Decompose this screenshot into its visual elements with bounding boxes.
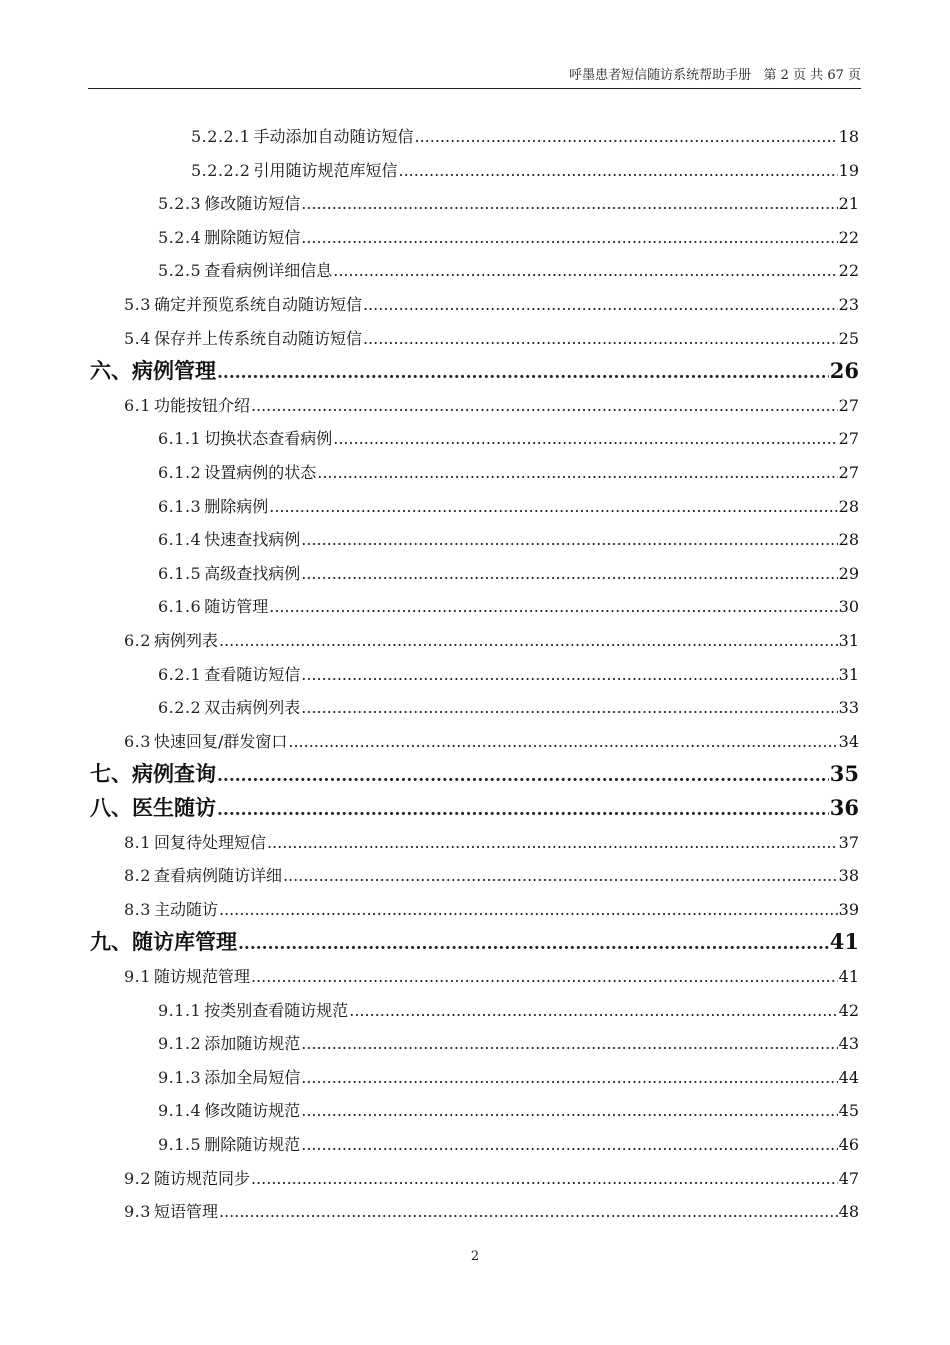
toc-entry[interactable] xyxy=(158,460,859,482)
toc-entry[interactable] xyxy=(158,191,859,213)
toc-dot-leader xyxy=(415,127,838,146)
toc-entry-page: 38 xyxy=(838,866,859,886)
toc-entry-title: 手动添加自动随访短信 xyxy=(253,127,414,146)
toc-dot-leader xyxy=(363,329,838,348)
toc-entry-title: 添加全局短信 xyxy=(204,1067,301,1087)
toc-entry-number: 5.2.4 xyxy=(158,227,202,247)
toc-entry-number: 8.1 xyxy=(124,832,151,852)
toc-entry[interactable] xyxy=(158,662,859,684)
toc-entry-page: 21 xyxy=(838,194,859,214)
toc-dot-leader xyxy=(317,463,837,482)
toc-entry-number: 8.3 xyxy=(124,899,151,919)
toc-entry-page: 45 xyxy=(838,1101,859,1121)
toc-entry-page: 37 xyxy=(838,832,859,852)
toc-entry[interactable] xyxy=(158,594,859,616)
toc-entry-number: 6.1.1 xyxy=(158,429,202,449)
toc-entry[interactable] xyxy=(90,926,859,954)
toc-entry-title: 七、病例查询 xyxy=(90,762,216,787)
toc-entry-page: 43 xyxy=(838,1034,859,1054)
toc-dot-leader xyxy=(333,429,837,448)
toc-entry-page: 44 xyxy=(838,1067,859,1087)
toc-entry[interactable] xyxy=(124,326,859,348)
toc-entry-number: 9.1.5 xyxy=(158,1135,202,1154)
toc-entry-number: 9.1.1 xyxy=(158,1000,202,1020)
toc-dot-leader xyxy=(301,665,837,684)
toc-dot-leader xyxy=(301,1135,837,1154)
toc-entry-page: 27 xyxy=(838,429,859,449)
toc-entry-page: 23 xyxy=(838,295,859,314)
toc-entry[interactable] xyxy=(124,393,859,415)
toc-entry-number: 9.1.3 xyxy=(158,1067,202,1087)
toc-entry-page: 30 xyxy=(838,597,859,617)
toc-entry[interactable] xyxy=(158,998,859,1020)
toc-entry-title: 按类别查看随访规范 xyxy=(204,1000,349,1020)
toc-entry-title: 功能按钮介绍 xyxy=(153,395,250,415)
toc-entry-number: 6.1.5 xyxy=(158,563,202,583)
toc-entry-title: 添加随访规范 xyxy=(204,1034,301,1054)
toc-dot-leader xyxy=(251,967,838,986)
toc-entry[interactable] xyxy=(158,225,859,247)
toc-entry-title: 八、医生随访 xyxy=(90,796,216,820)
toc-entry-title: 查看病例详细信息 xyxy=(204,261,333,281)
toc-entry[interactable] xyxy=(124,897,859,919)
toc-entry[interactable] xyxy=(124,1166,859,1188)
toc-entry-page: 35 xyxy=(829,761,859,787)
toc-dot-leader xyxy=(399,161,838,180)
toc-entry-number: 9.1 xyxy=(124,967,151,986)
toc-entry-page: 48 xyxy=(838,1202,859,1222)
toc-dot-leader xyxy=(269,597,837,616)
toc-entry-page: 41 xyxy=(838,967,859,986)
toc-dot-leader xyxy=(363,295,838,314)
toc-entry[interactable] xyxy=(158,494,859,516)
toc-entry[interactable] xyxy=(158,1098,859,1120)
toc-entry-page: 27 xyxy=(838,463,859,482)
toc-entry[interactable] xyxy=(124,729,859,751)
toc-entry-page: 25 xyxy=(838,328,859,348)
toc-entry[interactable] xyxy=(124,863,859,885)
header-title: 呼墨患者短信随访系统帮助手册 xyxy=(569,68,752,83)
toc-entry-page: 18 xyxy=(838,127,859,146)
toc-entry-page: 39 xyxy=(838,899,859,919)
toc-entry[interactable] xyxy=(158,561,859,583)
toc-entry-number: 5.3 xyxy=(124,295,151,314)
toc-entry-title: 快速查找病例 xyxy=(204,530,301,550)
toc-entry-number: 5.2.2.1 xyxy=(191,127,251,146)
toc-entry-number: 6.1.2 xyxy=(158,463,202,482)
toc-dot-leader xyxy=(349,1001,837,1020)
toc-entry-page: 31 xyxy=(838,664,859,684)
toc-entry-number: 5.4 xyxy=(124,328,151,348)
toc-entry-number: 9.2 xyxy=(124,1168,151,1188)
toc-dot-leader xyxy=(219,631,838,650)
toc-entry-page: 22 xyxy=(838,227,859,247)
toc-entry[interactable] xyxy=(158,258,859,280)
toc-entry-number: 6.2.2 xyxy=(158,698,202,718)
toc-entry-title: 删除病例 xyxy=(204,496,269,516)
toc-entry-page: 34 xyxy=(838,731,859,751)
toc-dot-leader xyxy=(301,564,837,583)
toc-dot-leader xyxy=(301,1101,837,1120)
toc-dot-leader xyxy=(333,261,837,280)
toc-entry-title: 主动随访 xyxy=(153,899,218,919)
toc-entry[interactable] xyxy=(158,527,859,549)
toc-entry[interactable] xyxy=(124,830,859,852)
toc-entry[interactable] xyxy=(90,792,859,820)
toc-entry-title: 随访规范管理 xyxy=(153,967,250,986)
toc-dot-leader xyxy=(238,934,829,954)
toc-entry-title: 确定并预览系统自动随访短信 xyxy=(153,295,362,314)
toc-entry-title: 删除随访规范 xyxy=(204,1135,301,1154)
toc-entry[interactable] xyxy=(158,695,859,717)
toc-entry-title: 设置病例的状态 xyxy=(204,463,317,482)
toc-entry-page: 36 xyxy=(829,795,859,820)
toc-dot-leader xyxy=(219,900,838,919)
toc-entry-number: 9.1.4 xyxy=(158,1101,202,1121)
toc-entry[interactable] xyxy=(124,1199,859,1221)
toc-dot-leader xyxy=(217,800,829,820)
toc-entry-page: 19 xyxy=(838,160,859,180)
toc-entry-page: 27 xyxy=(838,395,859,415)
toc-dot-leader xyxy=(301,530,837,549)
toc-entry-number: 9.3 xyxy=(124,1202,151,1222)
toc-dot-leader xyxy=(301,698,837,717)
toc-entry-title: 快速回复/群发窗口 xyxy=(153,731,288,751)
toc-entry-title: 双击病例列表 xyxy=(204,698,301,718)
toc-entry-number: 5.2.2.2 xyxy=(191,160,251,180)
toc-entry-page: 47 xyxy=(838,1168,859,1188)
toc-entry[interactable] xyxy=(158,1031,859,1053)
toc-entry-title: 引用随访规范库短信 xyxy=(253,160,398,180)
toc-entry-page: 28 xyxy=(838,530,859,550)
toc-entry-number: 6.2.1 xyxy=(158,664,202,684)
toc-entry-page: 33 xyxy=(838,698,859,718)
toc-entry[interactable] xyxy=(158,1065,859,1087)
toc-entry[interactable] xyxy=(124,964,859,986)
toc-entry-title: 修改随访规范 xyxy=(204,1101,301,1121)
toc-entry[interactable] xyxy=(158,426,859,448)
toc-entry-title: 随访管理 xyxy=(204,597,269,617)
toc-entry-title: 修改随访短信 xyxy=(204,194,301,214)
toc-entry-title: 查看随访短信 xyxy=(204,664,301,684)
toc-dot-leader xyxy=(301,194,837,213)
toc-entry-title: 查看病例随访详细 xyxy=(153,866,282,886)
page-number: 2 xyxy=(470,1249,480,1264)
toc-entry-title: 随访规范同步 xyxy=(153,1168,250,1188)
toc-entry-number: 6.1 xyxy=(124,395,151,415)
toc-entry-number: 6.3 xyxy=(124,731,151,751)
toc-entry-title: 删除随访短信 xyxy=(204,227,301,247)
toc-entry-title: 六、病例管理 xyxy=(90,359,216,384)
toc-entry[interactable] xyxy=(191,124,859,146)
toc-entry-page: 42 xyxy=(838,1000,859,1020)
toc-entry-page: 28 xyxy=(838,496,859,516)
toc-entry-title: 切换状态查看病例 xyxy=(204,429,333,449)
toc-entry-number: 6.1.6 xyxy=(158,597,202,617)
toc-entry-page: 31 xyxy=(838,631,859,650)
toc-entry-number: 6.1.4 xyxy=(158,530,202,550)
toc-entry[interactable] xyxy=(124,628,859,650)
toc-dot-leader xyxy=(269,497,837,516)
toc-entry-title: 病例列表 xyxy=(153,631,218,650)
toc-dot-leader xyxy=(217,766,829,786)
toc-entry-title: 保存并上传系统自动随访短信 xyxy=(153,328,362,348)
toc-dot-leader xyxy=(251,1169,838,1188)
toc-entry[interactable] xyxy=(158,1132,859,1154)
toc-dot-leader xyxy=(267,833,838,852)
toc-entry[interactable] xyxy=(90,758,859,786)
toc-dot-leader xyxy=(283,866,838,885)
toc-entry[interactable] xyxy=(191,158,859,180)
toc-entry-number: 5.2.5 xyxy=(158,261,202,281)
toc-entry-page: 26 xyxy=(829,358,859,384)
toc-entry-title: 回复待处理短信 xyxy=(153,832,266,852)
toc-dot-leader xyxy=(217,363,829,383)
toc-entry-page: 29 xyxy=(838,563,859,583)
toc-entry-number: 9.1.2 xyxy=(158,1034,202,1054)
toc-entry-number: 6.1.3 xyxy=(158,496,202,516)
toc-dot-leader xyxy=(301,1034,837,1053)
toc-dot-leader xyxy=(219,1202,838,1221)
toc-dot-leader xyxy=(288,732,837,751)
toc-entry-number: 6.2 xyxy=(124,631,151,650)
toc-entry[interactable] xyxy=(90,355,859,383)
toc-entry-number: 5.2.3 xyxy=(158,194,202,214)
toc-dot-leader xyxy=(251,396,838,415)
header-page-label: 第 2 页 共 67 页 xyxy=(763,68,861,83)
toc-entry-page: 22 xyxy=(838,261,859,281)
toc-entry[interactable] xyxy=(124,292,859,314)
toc-dot-leader xyxy=(301,228,837,247)
toc-dot-leader xyxy=(301,1068,837,1087)
toc-entry-title: 九、随访库管理 xyxy=(90,930,237,955)
toc-entry-page: 41 xyxy=(829,929,859,955)
toc-entry-number: 8.2 xyxy=(124,866,151,886)
toc-entry-title: 短语管理 xyxy=(153,1202,218,1222)
toc-entry-title: 高级查找病例 xyxy=(204,563,301,583)
toc-entry-page: 46 xyxy=(838,1135,859,1154)
